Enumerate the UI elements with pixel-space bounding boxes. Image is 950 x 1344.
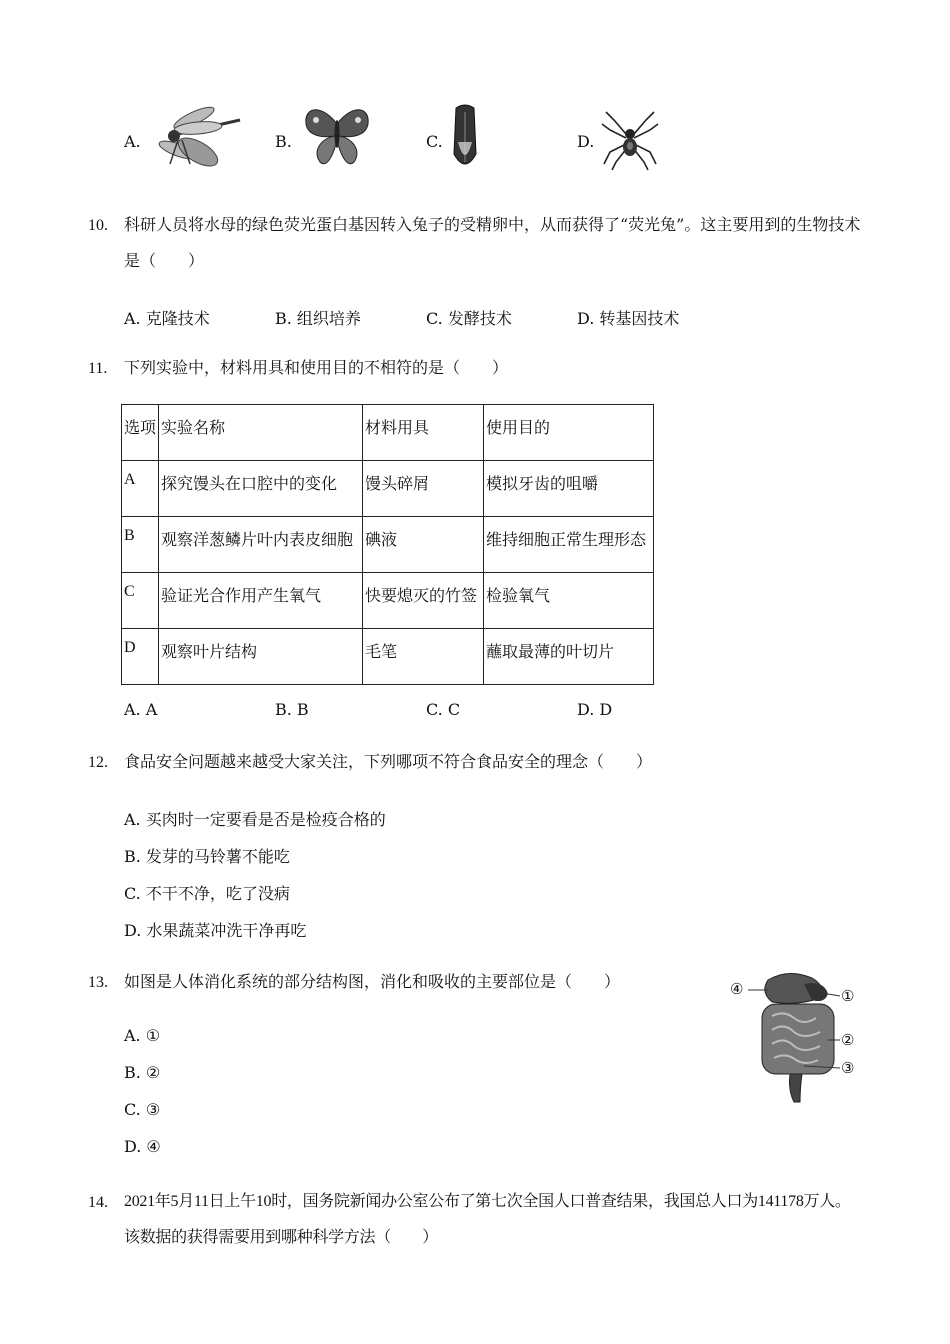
q10-option-d[interactable]: D. 转基因技术 xyxy=(577,309,680,328)
table-header-cell: 实验名称 xyxy=(159,405,363,461)
table-cell: 观察叶片结构 xyxy=(159,629,363,685)
table-cell: 观察洋葱鳞片叶内表皮细胞 xyxy=(159,517,363,573)
q13-text: 如图是人体消化系统的部分结构图，消化和吸收的主要部位是（ ） xyxy=(124,972,621,991)
table-row xyxy=(122,573,654,629)
q11-option-d[interactable]: D. D xyxy=(577,700,613,719)
figure-label-4: ④ xyxy=(730,980,744,998)
table-cell: B xyxy=(122,517,159,573)
table-cell: A xyxy=(122,461,159,517)
figure-label-3: ③ xyxy=(841,1059,855,1077)
q13-option-d[interactable]: D. ④ xyxy=(124,1137,161,1156)
q11-number: 11. xyxy=(88,360,108,377)
q13-option-a[interactable]: A. ① xyxy=(124,1026,161,1045)
table-cell: 快要熄灭的竹签 xyxy=(363,573,484,629)
q11-option-b[interactable]: B. B xyxy=(275,700,309,719)
q11-text: 下列实验中，材料用具和使用目的不相符的是（ ） xyxy=(124,358,509,377)
butterfly-icon xyxy=(302,104,372,170)
table-cell: C xyxy=(122,573,159,629)
table-row xyxy=(122,461,654,517)
q12-option-d[interactable]: D. 水果蔬菜冲洗干净再吃 xyxy=(124,921,307,940)
table-row xyxy=(122,629,654,685)
table-cell: 探究馒头在口腔中的变化 xyxy=(159,461,363,517)
q9-option-d-label[interactable]: D. xyxy=(577,132,595,151)
table-header-row xyxy=(122,405,654,461)
table-header-cell: 使用目的 xyxy=(484,405,654,461)
q13-number: 13. xyxy=(88,974,108,991)
figure-label-1: ① xyxy=(841,987,855,1005)
table-cell: 检验氧气 xyxy=(484,573,654,629)
q12-number: 12. xyxy=(88,754,108,771)
table-cell: 馒头碎屑 xyxy=(363,461,484,517)
q12-option-b[interactable]: B. 发芽的马铃薯不能吃 xyxy=(124,847,290,866)
table-header-cell: 材料用具 xyxy=(363,405,484,461)
q13-option-b[interactable]: B. ② xyxy=(124,1063,161,1082)
q11-option-c[interactable]: C. C xyxy=(426,700,461,719)
q12-option-a[interactable]: A. 买肉时一定要看是否是检疫合格的 xyxy=(124,810,386,829)
experiment-table xyxy=(121,404,654,685)
table-cell: D xyxy=(122,629,159,685)
q13-option-c[interactable]: C. ③ xyxy=(124,1100,161,1119)
q10-option-a[interactable]: A. 克隆技术 xyxy=(124,309,210,328)
dragonfly-icon xyxy=(150,104,244,174)
digestive-system-figure xyxy=(728,962,868,1107)
q10-option-b[interactable]: B. 组织培养 xyxy=(275,309,361,328)
spider-icon xyxy=(600,108,660,172)
q12-option-c[interactable]: C. 不干不净，吃了没病 xyxy=(124,884,290,903)
q10-option-c[interactable]: C. 发酵技术 xyxy=(426,309,512,328)
table-cell: 验证光合作用产生氧气 xyxy=(159,573,363,629)
table-cell: 模拟牙齿的咀嚼 xyxy=(484,461,654,517)
q10-number: 10. xyxy=(88,217,108,234)
q9-option-c-label[interactable]: C. xyxy=(426,132,443,151)
q11-option-a[interactable]: A. A xyxy=(124,700,158,719)
q14-text: 2021年5月11日上午10时，国务院新闻办公室公布了第七次全国人口普查结果，我国总人口为141178万人。该数据的获得需要用到哪种科学方法（ ） xyxy=(124,1193,851,1246)
q12-text: 食品安全问题越来越受大家关注，下列哪项不符合食品安全的理念（ ） xyxy=(124,752,653,771)
table-row xyxy=(122,517,654,573)
q10-text: 科研人员将水母的绿色荧光蛋白基因转入兔子的受精卵中，从而获得了“荧光兔”。这主要用到的生物技术是（ ） xyxy=(124,215,861,270)
table-cell: 碘液 xyxy=(363,517,484,573)
figure-label-2: ② xyxy=(841,1031,855,1049)
table-cell: 毛笔 xyxy=(363,629,484,685)
q9-option-b-label[interactable]: B. xyxy=(275,132,292,151)
cicada-icon xyxy=(450,102,480,174)
table-cell: 维持细胞正常生理形态 xyxy=(484,517,654,573)
q9-option-a-label[interactable]: A. xyxy=(124,132,141,151)
table-cell: 蘸取最薄的叶切片 xyxy=(484,629,654,685)
table-header-cell: 选项 xyxy=(122,405,159,461)
q14-number: 14. xyxy=(88,1194,108,1211)
